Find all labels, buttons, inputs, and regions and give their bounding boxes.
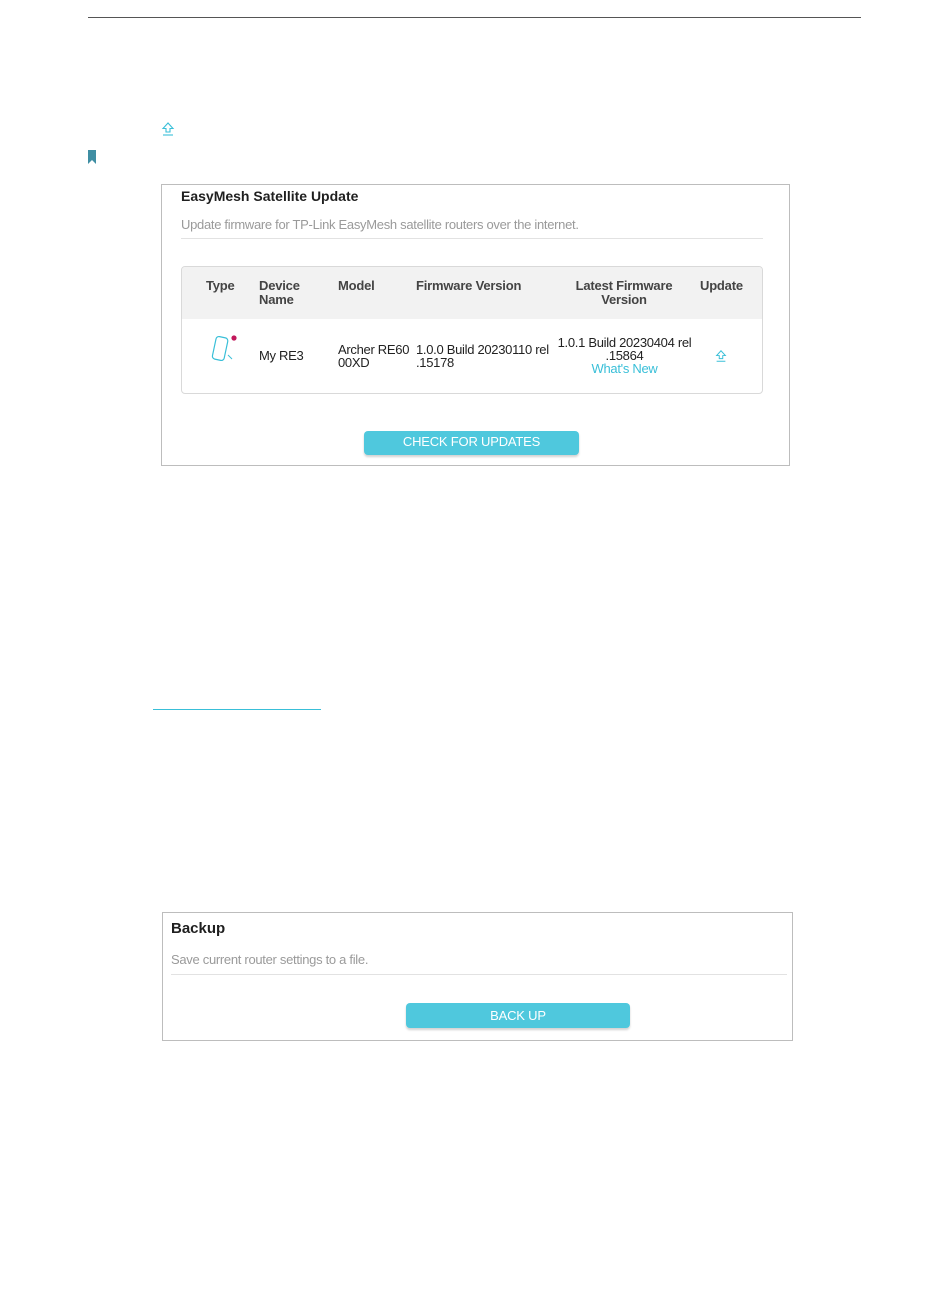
panel-title: Backup: [171, 920, 226, 937]
upload-arrow-icon[interactable]: [160, 121, 176, 137]
device-model: Archer RE60 00XD: [338, 342, 410, 370]
update-upload-icon[interactable]: [714, 349, 728, 363]
status-dot: [231, 335, 236, 340]
link-underline: [153, 709, 321, 710]
backup-panel: [162, 912, 793, 1041]
column-header-latest-firmware: Latest Firmware Version: [575, 278, 673, 307]
whats-new-link[interactable]: What's New: [591, 361, 658, 376]
back-up-button[interactable]: BACK UP: [406, 1003, 630, 1028]
table-header: [182, 267, 762, 319]
bookmark-icon: [87, 150, 97, 164]
column-header-firmware-version: Firmware Version: [416, 278, 522, 293]
page-top-rule: [88, 17, 861, 18]
check-for-updates-button[interactable]: CHECK FOR UPDATES: [364, 431, 579, 455]
divider: [171, 974, 787, 975]
device-name: My RE3: [259, 348, 304, 363]
column-header-model: Model: [338, 278, 375, 293]
column-header-device-name: Device Name: [259, 278, 300, 307]
divider: [181, 238, 763, 239]
panel-description: Save current router settings to a file.: [171, 952, 369, 967]
easymesh-update-panel: [161, 184, 790, 466]
latest-firmware-version: 1.0.1 Build 20230404 rel .15864 What's New: [552, 336, 697, 375]
column-header-type: Type: [206, 278, 235, 293]
current-firmware-version: 1.0.0 Build 20230110 rel .15178: [416, 342, 549, 370]
extender-device-icon: [208, 333, 240, 365]
satellite-table: [181, 266, 763, 394]
column-header-update: Update: [700, 278, 743, 293]
panel-description: Update firmware for TP-Link EasyMesh satellite routers over the internet.: [181, 217, 579, 232]
panel-title: EasyMesh Satellite Update: [181, 188, 359, 204]
